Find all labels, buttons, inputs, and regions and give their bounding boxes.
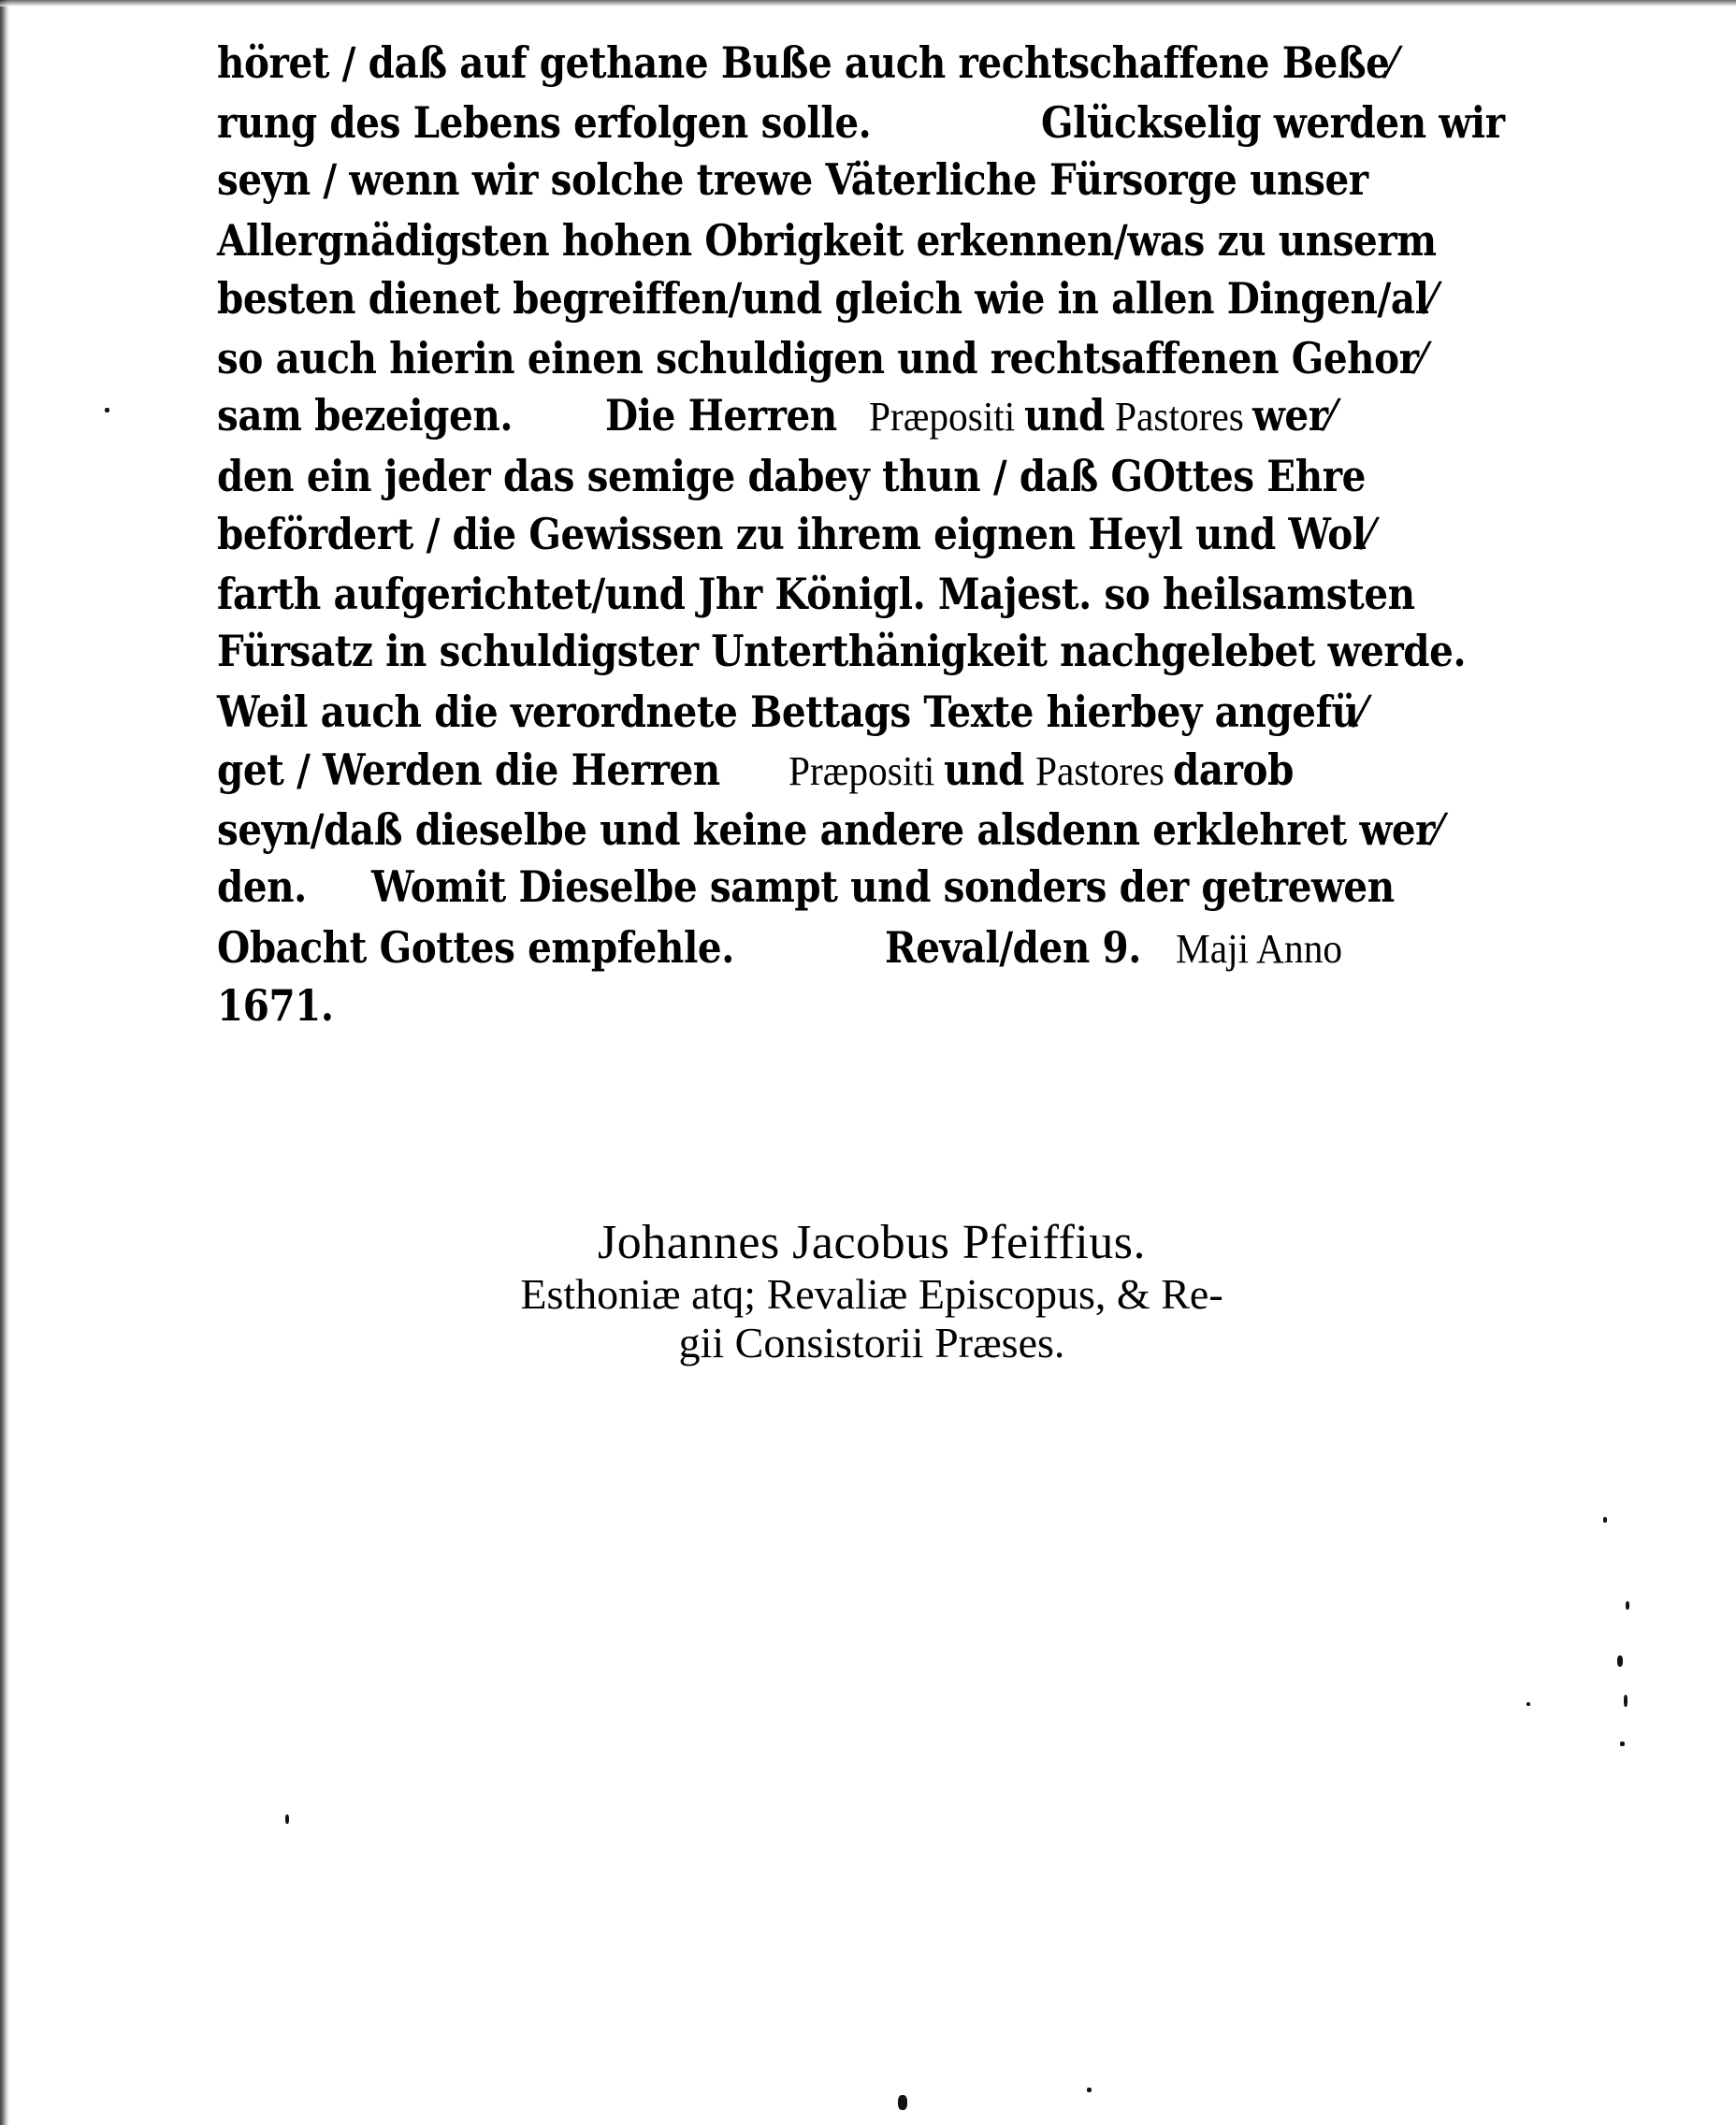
- text-line: [217, 922, 1526, 985]
- text-line: [217, 97, 1526, 160]
- paper-speck: [285, 1814, 289, 1824]
- fraktur-text-run: wer⁄: [1252, 390, 1335, 441]
- fraktur-text-run: und: [944, 744, 1025, 795]
- fraktur-text-run: höret / daß auf gethane Buße auch rechtschaffene Beße⁄: [217, 37, 1396, 88]
- roman-text-run: Præpositi: [788, 748, 935, 794]
- fraktur-text-run: seyn / wenn wir solche trewe Väterliche Fürsorge unser: [217, 154, 1368, 205]
- paper-speck: [1626, 1601, 1629, 1610]
- fraktur-text-run: so auch hierin einen schuldigen und rechtsaffenen Gehor⁄: [217, 333, 1425, 383]
- text-line: [217, 509, 1526, 571]
- scan-edge-shadow-left: [0, 0, 9, 2125]
- fraktur-text-run: den ein jeder das semige dabey thun / daß GOttes Ehre: [217, 451, 1366, 501]
- fraktur-text-run: Fürsatz in schuldigster Unterthänigkeit nachgelebet werde.: [217, 626, 1467, 676]
- paper-speck: [1526, 1702, 1530, 1706]
- fraktur-text-run: Glückselig werden wir: [1040, 97, 1505, 148]
- text-line: [217, 37, 1526, 100]
- paper-speck: [1603, 1517, 1607, 1523]
- text-line: [217, 273, 1526, 336]
- fraktur-text-run: Obacht Gottes empfehle.: [217, 922, 734, 973]
- fraktur-text-run: sam bezeigen.: [217, 390, 513, 441]
- roman-text-run: Maji Anno: [1176, 926, 1343, 972]
- roman-text-run: Pastores: [1034, 748, 1165, 794]
- fraktur-text-run: besten dienet begreiffen/und gleich wie in allen Dingen/al⁄: [217, 273, 1435, 324]
- fraktur-text-run: farth aufgerichtet/und Jhr Königl. Majest. so heilsamsten: [217, 569, 1415, 619]
- fraktur-text-run: Weil auch die verordnete Bettags Texte hierbey angefü⁄: [217, 687, 1365, 737]
- fraktur-text-run: 1671.: [217, 980, 334, 1031]
- paper-speck: [1617, 1655, 1623, 1667]
- signature-block: [217, 1216, 1526, 1366]
- text-line: [217, 390, 1526, 453]
- text-line: [217, 626, 1526, 688]
- signatory-name: Johannes Jacobus Pfeiffius.: [598, 1216, 1146, 1269]
- fraktur-text-run: seyn/daß dieselbe und keine andere alsdenn erklehret wer⁄: [217, 804, 1441, 855]
- roman-text-run: Pastores: [1115, 394, 1245, 440]
- fraktur-text-run: Womit Dieselbe sampt und sonders der getrewen: [370, 861, 1395, 912]
- paper-speck: [898, 2095, 907, 2110]
- paper-speck: [1624, 1695, 1628, 1707]
- paper-speck: [1620, 1742, 1625, 1746]
- fraktur-text-run: darob: [1172, 744, 1294, 795]
- roman-text-run: Præpositi: [868, 394, 1015, 440]
- text-line: [217, 744, 1526, 807]
- fraktur-text-run: befördert / die Gewissen zu ihrem eignen Heyl und Wol⁄: [217, 509, 1373, 559]
- signatory-title-line-1: Esthoniæ atq; Revaliæ Episcopus, & Re-: [520, 1270, 1223, 1319]
- text-line: [217, 804, 1526, 867]
- fraktur-text-run: und: [1023, 390, 1105, 441]
- signatory-title-line-2: gii Consistorii Præses.: [678, 1318, 1065, 1366]
- fraktur-text-run: Die Herren: [605, 390, 837, 441]
- fraktur-text-run: rung des Lebens erfolgen solle.: [217, 97, 872, 148]
- text-line: [217, 215, 1526, 278]
- text-line: [217, 154, 1526, 217]
- fraktur-text-run: den.: [217, 861, 307, 912]
- scan-edge-shadow-top: [0, 0, 1736, 7]
- fraktur-text-run: Reval/den 9.: [885, 922, 1142, 973]
- fraktur-text-run: get / Werden die Herren: [217, 744, 720, 795]
- fraktur-text-run: Allergnädigsten hohen Obrigkeit erkennen/was zu unserm: [217, 215, 1437, 266]
- paper-speck: [105, 408, 109, 412]
- text-line: [217, 333, 1526, 396]
- text-line: [217, 451, 1526, 513]
- body-text-block: [217, 37, 1526, 1043]
- text-line: [217, 861, 1526, 924]
- text-line: [217, 687, 1526, 749]
- text-line: [217, 569, 1526, 631]
- paper-speck: [1087, 2088, 1092, 2092]
- text-line: [217, 980, 1526, 1043]
